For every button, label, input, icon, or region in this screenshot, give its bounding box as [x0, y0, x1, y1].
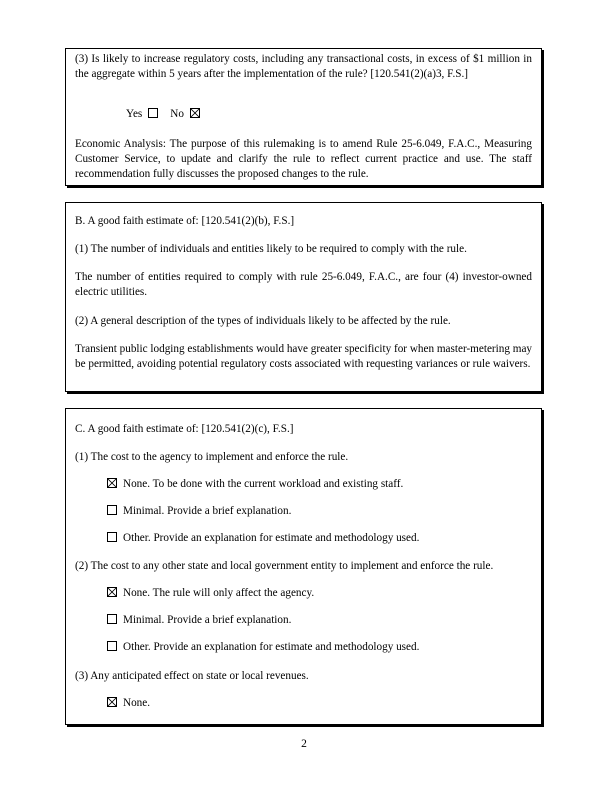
- option-label: None. The rule will only affect the agency.: [123, 587, 315, 599]
- section-a-box: [65, 48, 542, 186]
- agency-none-checkbox[interactable]: [107, 478, 117, 488]
- option-label: None.: [123, 697, 151, 709]
- section-b-answer-2: Transient public lodging establishments would have greater specificity for when master-metering may be permitted, avoiding potential regulatory costs associated with requesting variances or rule waivers.: [75, 343, 532, 370]
- other-gov-other-checkbox[interactable]: [107, 641, 117, 651]
- option-label: Other. Provide an explanation for estimate and methodology used.: [123, 532, 420, 544]
- section-b-question-1: (1) The number of individuals and entities likely to be required to comply with the rule.: [75, 243, 467, 255]
- yes-checkbox[interactable]: [148, 108, 158, 118]
- section-c-question-2: (2) The cost to any other state and local government entity to implement and enforce the rule.: [75, 560, 494, 572]
- section-b-box: [65, 202, 542, 392]
- agency-cost-option-none: [107, 477, 403, 492]
- no-checkbox[interactable]: [190, 108, 200, 118]
- other-gov-minimal-checkbox[interactable]: [107, 614, 117, 624]
- other-gov-cost-option-none: [107, 586, 314, 601]
- section-b-question-2: (2) A general description of the types of individuals likely to be affected by the rule.: [75, 315, 451, 327]
- agency-cost-option-other: [107, 531, 419, 546]
- economic-analysis-text: Economic Analysis: The purpose of this rulemaking is to amend Rule 25-6.049, F.A.C., Measuring Customer Service, to update and clarify the rule to reflect current practice and use. The staff recommendation fully discusses the proposed changes to the rule.: [75, 138, 532, 180]
- revenue-none-checkbox[interactable]: [107, 697, 117, 707]
- section-b-heading: B. A good faith estimate of: [120.541(2)(b), F.S.]: [75, 215, 295, 227]
- option-label: Minimal. Provide a brief explanation.: [123, 614, 292, 626]
- check-x-mark-icon: [108, 698, 116, 706]
- other-gov-none-checkbox[interactable]: [107, 587, 117, 597]
- check-x-mark-icon: [108, 479, 116, 487]
- section-c-question-3: (3) Any anticipated effect on state or local revenues.: [75, 670, 309, 682]
- yes-label: Yes: [126, 108, 143, 120]
- section-c-box: [65, 408, 542, 725]
- check-x-mark-icon: [191, 109, 199, 117]
- section-c-heading: C. A good faith estimate of: [120.541(2)(c), F.S.]: [75, 423, 294, 435]
- section-b-answer-1: The number of entities required to comply with rule 25-6.049, F.A.C., are four (4) investor-owned electric utilities.: [75, 271, 532, 298]
- page-number: 2: [301, 738, 307, 750]
- option-label: Minimal. Provide a brief explanation.: [123, 505, 292, 517]
- revenue-effect-option-none: [107, 696, 150, 711]
- agency-cost-option-minimal: [107, 504, 291, 519]
- option-label: Other. Provide an explanation for estimate and methodology used.: [123, 641, 420, 653]
- yes-no-row: [126, 107, 200, 122]
- agency-other-checkbox[interactable]: [107, 532, 117, 542]
- option-label: None. To be done with the current workload and existing staff.: [123, 478, 404, 490]
- other-gov-cost-option-other: [107, 640, 419, 655]
- agency-minimal-checkbox[interactable]: [107, 505, 117, 515]
- no-label: No: [170, 108, 184, 120]
- other-gov-cost-option-minimal: [107, 613, 291, 628]
- check-x-mark-icon: [108, 588, 116, 596]
- section-c-question-1: (1) The cost to the agency to implement and enforce the rule.: [75, 451, 349, 463]
- regulatory-cost-question: (3) Is likely to increase regulatory costs, including any transactional costs, in excess of $1 million in the aggregate within 5 years after the implementation of the rule? [120.541(2)(a)3, F.S.]: [75, 53, 532, 80]
